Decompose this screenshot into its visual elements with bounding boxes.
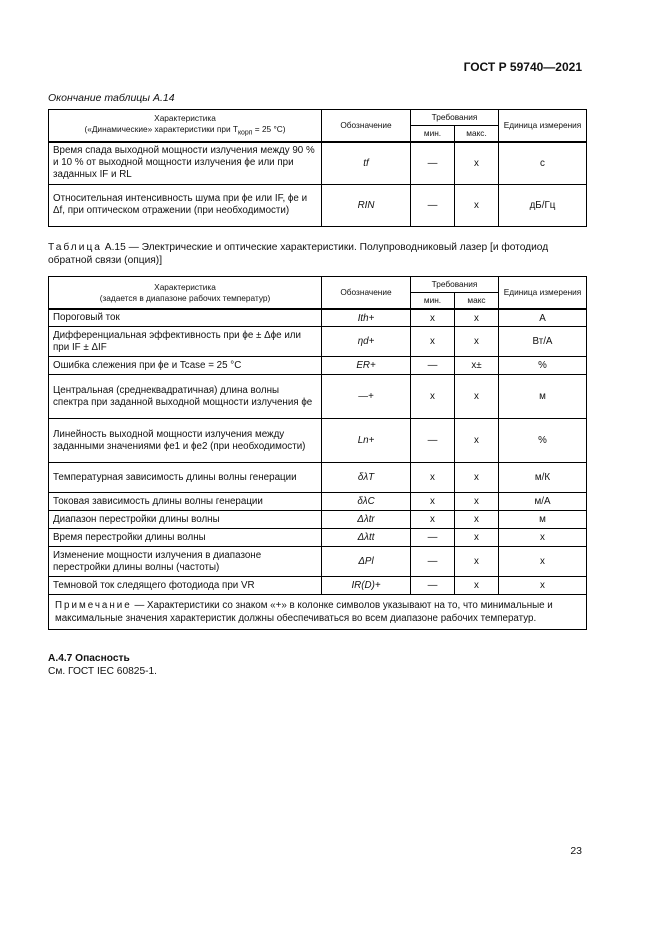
t15-cell-max: х [455, 547, 499, 577]
t14-head-designation: Обозначение [322, 110, 411, 143]
t15-cell-sym: ER+ [322, 357, 411, 375]
t15-cell-char: Пороговый ток [49, 309, 322, 327]
table-row [49, 419, 587, 463]
t14-row2-sym: RIN [322, 184, 411, 226]
t15-cell-min: х [411, 309, 455, 327]
t15-cell-min: х [411, 327, 455, 357]
table-note: Примечание — Характеристики со знаком «+» в колонке символов указывают на то, что минимальные и максимальные значения характеристик должны обеспечиваться во всем диапазоне рабочих температур. [49, 595, 587, 630]
table-a15 [48, 276, 587, 630]
t15-cell-unit: х [499, 529, 587, 547]
t15-cell-max: х [455, 327, 499, 357]
t14-head-char: Характеристика («Динамические» характеристики при $T_{корп} = 25$ °С) [49, 110, 322, 143]
table-a14 [48, 109, 587, 227]
t15-cell-max: х [455, 493, 499, 511]
t15-cell-unit: А [499, 309, 587, 327]
t15-cell-unit: м [499, 511, 587, 529]
table-row [49, 511, 587, 529]
table-a14-caption: Окончание таблицы А.14 [48, 92, 175, 104]
t14-head-max: макс. [455, 126, 499, 143]
table-a15-caption: Таблица А.15 — Электрические и оптические характеристики. Полупроводниковый лазер [и фотодиод обратной связи (опция)] [48, 242, 549, 266]
t15-head-min: мин. [411, 293, 455, 310]
t15-cell-char: Центральная (среднеквадратичная) длина волны спектра при заданной выходной мощности излучения ϕe [49, 375, 322, 419]
t15-cell-char: Темновой ток следящего фотодиода при VR [49, 577, 322, 595]
t15-cell-sym: ηd+ [322, 327, 411, 357]
table-row [49, 577, 587, 595]
t15-cell-max: х [455, 463, 499, 493]
t14-row1-max: х [455, 142, 499, 184]
table-row [49, 375, 587, 419]
t14-head-unit: Единица измерения [499, 110, 587, 143]
t15-cell-char: Ошибка слежения при ϕe и Tcase = 25 °С [49, 357, 322, 375]
t15-cell-min: — [411, 529, 455, 547]
t14-head-min: мин. [411, 126, 455, 143]
table-row [49, 309, 587, 327]
t15-body [49, 309, 587, 630]
t15-cell-char: Линейность выходной мощности излучения между заданными значениями ϕe1 и ϕe2 (при необходимости) [49, 419, 322, 463]
t15-cell-min: х [411, 493, 455, 511]
t15-cell-min: х [411, 375, 455, 419]
section-text: См. ГОСТ IEC 60825-1. [48, 666, 157, 677]
t15-cell-char: Диапазон перестройки длины волны [49, 511, 322, 529]
t15-cell-char: Токовая зависимость длины волны генерации [49, 493, 322, 511]
t15-cell-unit: м [499, 375, 587, 419]
t15-head-max: макс [455, 293, 499, 310]
t15-cell-sym: —+ [322, 375, 411, 419]
t15-cell-min: — [411, 577, 455, 595]
t15-cell-sym: Δλtr [322, 511, 411, 529]
t14-row1-unit: с [499, 142, 587, 184]
table-row [49, 357, 587, 375]
table-row [49, 529, 587, 547]
t15-cell-sym: δλT [322, 463, 411, 493]
t15-cell-max: х [455, 375, 499, 419]
t15-cell-char: Изменение мощности излучения в диапазоне перестройки длины волны (частоты) [49, 547, 322, 577]
t15-cell-min: — [411, 419, 455, 463]
t14-head-req: Требования [411, 110, 499, 126]
t15-cell-unit: Вт/А [499, 327, 587, 357]
t15-cell-char: Температурная зависимость длины волны генерации [49, 463, 322, 493]
t15-cell-sym: Ith+ [322, 309, 411, 327]
t15-cell-min: — [411, 357, 455, 375]
t14-row2-unit: дБ/Гц [499, 184, 587, 226]
t15-cell-char: Время перестройки длины волны [49, 529, 322, 547]
t15-cell-min: х [411, 463, 455, 493]
t15-cell-sym: Ln+ [322, 419, 411, 463]
t15-cell-sym: δλC [322, 493, 411, 511]
t15-cell-unit: х [499, 577, 587, 595]
t14-row2-char: Относительная интенсивность шума при ϕe или IF, ϕe и Δf, при оптическом отражении (при необходимости) [49, 184, 322, 226]
t14-row1-sym: tf [322, 142, 411, 184]
t15-cell-max: х [455, 577, 499, 595]
t14-row2-min: — [411, 184, 455, 226]
t15-cell-unit: % [499, 419, 587, 463]
page-number: 23 [570, 845, 582, 857]
t15-cell-unit: х [499, 547, 587, 577]
t15-cell-sym: IR(D)+ [322, 577, 411, 595]
table-row [49, 547, 587, 577]
t15-cell-max: х [455, 529, 499, 547]
t15-cell-max: х [455, 511, 499, 529]
t15-cell-unit: % [499, 357, 587, 375]
t15-cell-max: х [455, 309, 499, 327]
t15-head-designation: Обозначение [322, 277, 411, 310]
section-heading: А.4.7 Опасность [48, 653, 130, 664]
t15-cell-max: х± [455, 357, 499, 375]
t15-cell-max: х [455, 419, 499, 463]
t15-cell-char: Дифференциальная эффективность при ϕe ± Δϕe или при IF ± ΔIF [49, 327, 322, 357]
table-row [49, 463, 587, 493]
t14-row2-max: х [455, 184, 499, 226]
table-row [49, 493, 587, 511]
t15-head-char: Характеристика (задается в диапазоне рабочих температур) [49, 277, 322, 310]
t15-cell-unit: м/А [499, 493, 587, 511]
t15-cell-min: х [411, 511, 455, 529]
t15-cell-unit: м/К [499, 463, 587, 493]
t14-row1-min: — [411, 142, 455, 184]
t14-row1-char: Время спада выходной мощности излучения между 90 % и 10 % от выходной мощности излучения ϕe или при заданных IF и RL [49, 142, 322, 184]
t15-head-unit: Единица измерения [499, 277, 587, 310]
table-row [49, 184, 587, 226]
table-note-row [49, 595, 587, 630]
t15-cell-min: — [411, 547, 455, 577]
table-row [49, 142, 587, 184]
t15-head-req: Требования [411, 277, 499, 293]
table-row [49, 327, 587, 357]
standard-number: ГОСТ Р 59740—2021 [463, 60, 582, 74]
t15-cell-sym: ΔPl [322, 547, 411, 577]
t15-cell-sym: Δλtt [322, 529, 411, 547]
